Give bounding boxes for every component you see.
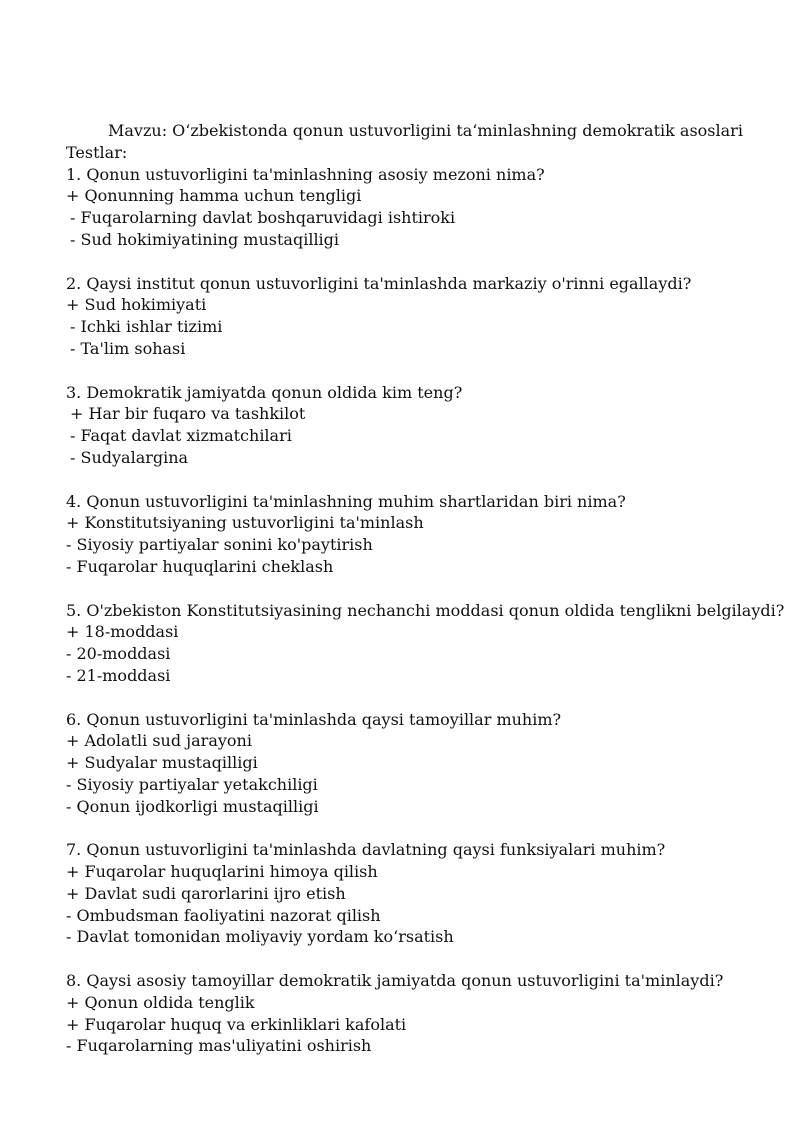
answer-option: + Har bir fuqaro va tashkilot [70,404,306,424]
answer-option: + Qonun oldida tenglik [66,992,255,1012]
answer-option: - Ombudsman faoliyatini nazorat qilish [66,905,381,925]
answer-option: + Fuqarolar huquqlarini himoya qilish [66,862,378,882]
answer-option: + Konstitutsiyaning ustuvorligini ta'minlash [66,513,424,533]
answer-option: + Qonunning hamma uchun tengligi [66,186,362,206]
answer-option: - Fuqarolarning davlat boshqaruvidagi ishtiroki [70,208,456,228]
answer-option: - Fuqarolar huquqlarini cheklash [66,556,334,576]
answer-option: - 20-moddasi [66,644,171,664]
answer-option: - Ichki ishlar tizimi [70,317,223,337]
answer-option: - Siyosiy partiyalar yetakchiligi [66,774,318,794]
question-block-7 [66,839,766,948]
question-text: 3. Demokratik jamiyatda qonun oldida kim teng? [66,382,463,402]
answer-option: + 18-moddasi [66,622,179,642]
answer-option: - Fuqarolarning mas'uliyatini oshirish [66,1036,372,1056]
question-text: 5. O'zbekiston Konstitutsiyasining nechanchi moddasi qonun oldida tenglikni belgilaydi? [66,600,785,620]
question-text: 1. Qonun ustuvorligini ta'minlashning asosiy mezoni nima? [66,164,545,184]
answer-option: + Davlat sudi qarorlarini ijro etish [66,883,346,903]
question-text: 8. Qaysi asosiy tamoyillar demokratik jamiyatda qonun ustuvorligini ta'minlaydi? [66,971,724,991]
question-block-1 [66,164,766,251]
answer-option: + Sud hokimiyati [66,295,207,315]
answer-option: - Sud hokimiyatining mustaqilligi [70,229,340,249]
tests-label: Testlar: [66,142,128,162]
answer-option: - Davlat tomonidan moliyaviy yordam ko‘rsatish [66,927,454,947]
answer-option: - Faqat davlat xizmatchilari [70,426,292,446]
question-block-8 [66,970,766,1057]
answer-option: - Sudyalargina [70,447,189,467]
answer-option: + Adolatli sud jarayoni [66,731,252,751]
question-block-6 [66,709,766,818]
answer-option: - Siyosiy partiyalar sonini ko'paytirish [66,535,373,555]
question-text: 7. Qonun ustuvorligini ta'minlashda davlatning qaysi funksiyalari muhim? [66,840,666,860]
question-block-2 [66,273,766,360]
question-block-3 [66,382,766,469]
document-topic: Mavzu: O‘zbekistonda qonun ustuvorligini ta‘minlashning demokratik asoslari [108,121,743,140]
question-text: 2. Qaysi institut qonun ustuvorligini ta'minlashda markaziy o'rinni egallaydi? [66,273,692,293]
answer-option: - Ta'lim sohasi [70,338,186,358]
question-text: 4. Qonun ustuvorligini ta'minlashning muhim shartlaridan biri nima? [66,491,626,511]
question-block-4 [66,491,766,578]
answer-option: - 21-moddasi [66,665,171,685]
answer-option: + Sudyalar mustaqilligi [66,753,258,773]
answer-option: + Fuqarolar huquq va erkinliklari kafolati [66,1014,407,1034]
answer-option: - Qonun ijodkorligi mustaqilligi [66,796,319,816]
question-text: 6. Qonun ustuvorligini ta'minlashda qaysi tamoyillar muhim? [66,709,562,729]
question-block-5 [66,600,785,687]
document-content [66,120,785,1057]
